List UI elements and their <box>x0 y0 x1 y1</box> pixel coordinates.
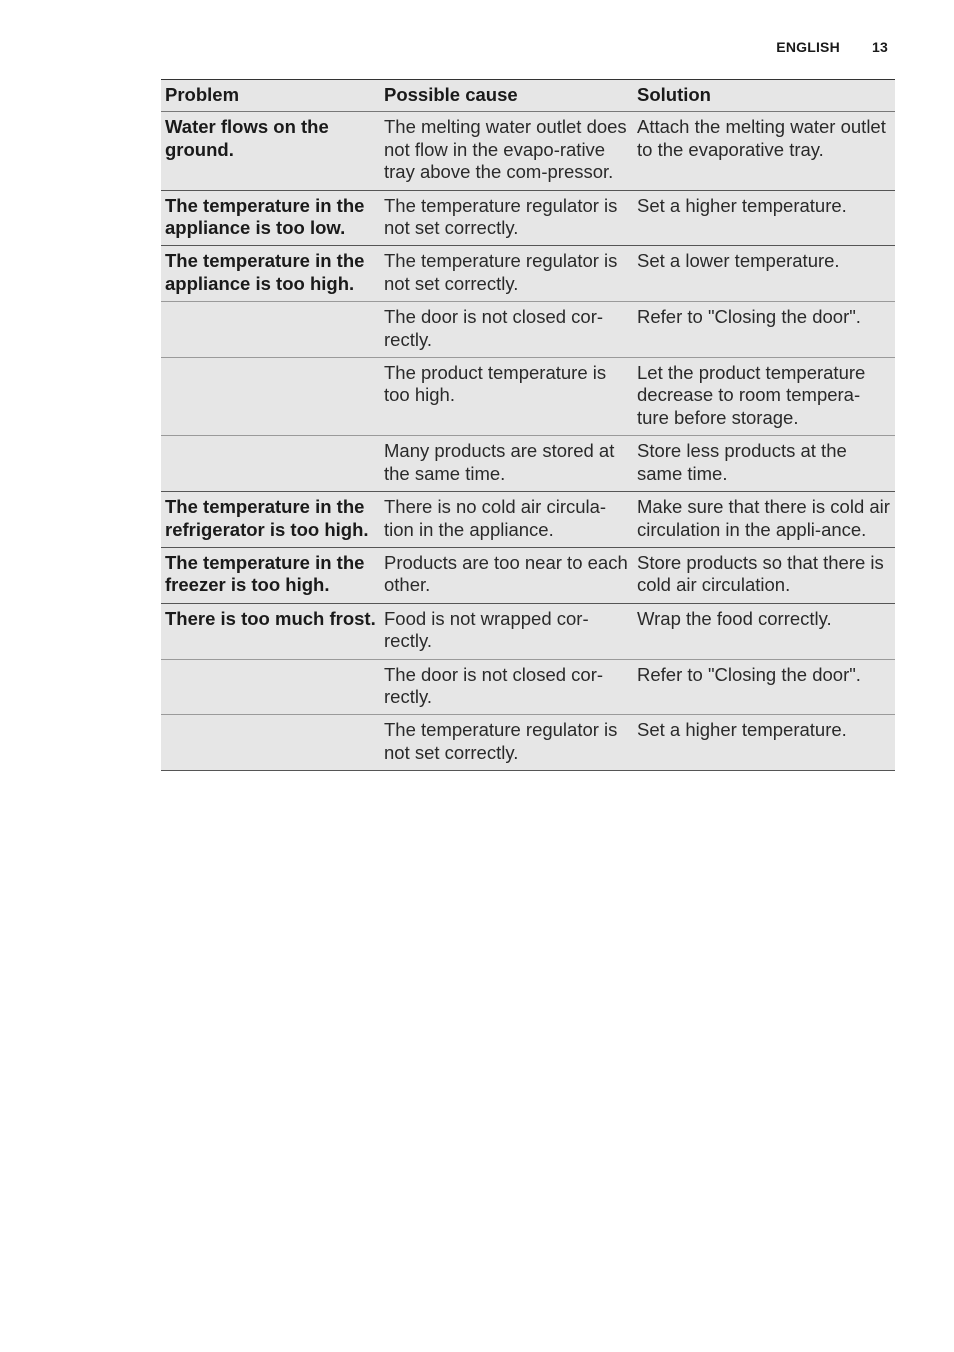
troubleshooting-table <box>161 79 895 771</box>
table-header-row <box>161 80 895 112</box>
column-header-problem: Problem <box>161 80 380 112</box>
problem-cell: Water flows on the ground. <box>165 116 329 160</box>
table-row <box>161 112 895 190</box>
cause-cell: The product temperature is too high. <box>380 358 633 436</box>
cause-cell: The temperature regulator is not set correctly. <box>380 715 633 771</box>
table-row <box>161 436 895 492</box>
table-row <box>161 190 895 246</box>
solution-cell: Attach the melting water outlet to the evaporative tray. <box>637 116 886 160</box>
problem-cell <box>161 659 380 715</box>
table-row <box>161 603 895 659</box>
cause-cell: Many products are stored at the same time. <box>380 436 633 492</box>
problem-cell: There is too much frost. <box>161 603 380 659</box>
cause-cell: The temperature regulator is not set correctly. <box>380 246 633 302</box>
cause-cell: Food is not wrapped cor-rectly. <box>380 603 633 659</box>
problem-cell: The temperature in the appliance is too low. <box>161 190 380 246</box>
cause-cell: There is no cold air circula-tion in the appliance. <box>380 492 633 548</box>
cause-cell: Products are too near to each other. <box>380 547 633 603</box>
solution-cell: Let the product temperature decrease to room tempera-ture before storage. <box>633 358 895 436</box>
page-header <box>776 39 888 55</box>
solution-cell: Store products so that there is cold air circulation. <box>633 547 895 603</box>
column-header-possible-cause: Possible cause <box>380 80 633 112</box>
cause-cell: The door is not closed cor-rectly. <box>380 302 633 358</box>
column-header-solution: Solution <box>633 80 895 112</box>
cause-cell: The melting water outlet does not flow in the evapo-rative tray above the com-pressor. <box>384 116 627 183</box>
problem-cell <box>161 436 380 492</box>
solution-cell: Make sure that there is cold air circulation in the appli-ance. <box>633 492 895 548</box>
troubleshooting-table-container <box>161 79 895 771</box>
solution-cell: Set a higher temperature. <box>633 715 895 771</box>
cause-cell: The door is not closed cor-rectly. <box>380 659 633 715</box>
problem-cell <box>161 302 380 358</box>
table-row <box>161 358 895 436</box>
solution-cell: Wrap the food correctly. <box>633 603 895 659</box>
table-row <box>161 547 895 603</box>
solution-cell: Store less products at the same time. <box>633 436 895 492</box>
problem-cell: The temperature in the freezer is too high. <box>161 547 380 603</box>
problem-cell <box>161 715 380 771</box>
table-row <box>161 492 895 548</box>
header-language: ENGLISH <box>776 39 840 55</box>
problem-cell: The temperature in the refrigerator is too high. <box>161 492 380 548</box>
solution-cell: Set a higher temperature. <box>633 190 895 246</box>
cause-cell: The temperature regulator is not set correctly. <box>380 190 633 246</box>
table-row <box>161 302 895 358</box>
solution-cell: Refer to "Closing the door". <box>633 302 895 358</box>
table-row <box>161 246 895 302</box>
table-row <box>161 659 895 715</box>
page-number: 13 <box>872 39 888 55</box>
table-row <box>161 715 895 771</box>
problem-cell <box>161 358 380 436</box>
solution-cell: Refer to "Closing the door". <box>633 659 895 715</box>
solution-cell: Set a lower temperature. <box>633 246 895 302</box>
problem-cell: The temperature in the appliance is too high. <box>161 246 380 302</box>
